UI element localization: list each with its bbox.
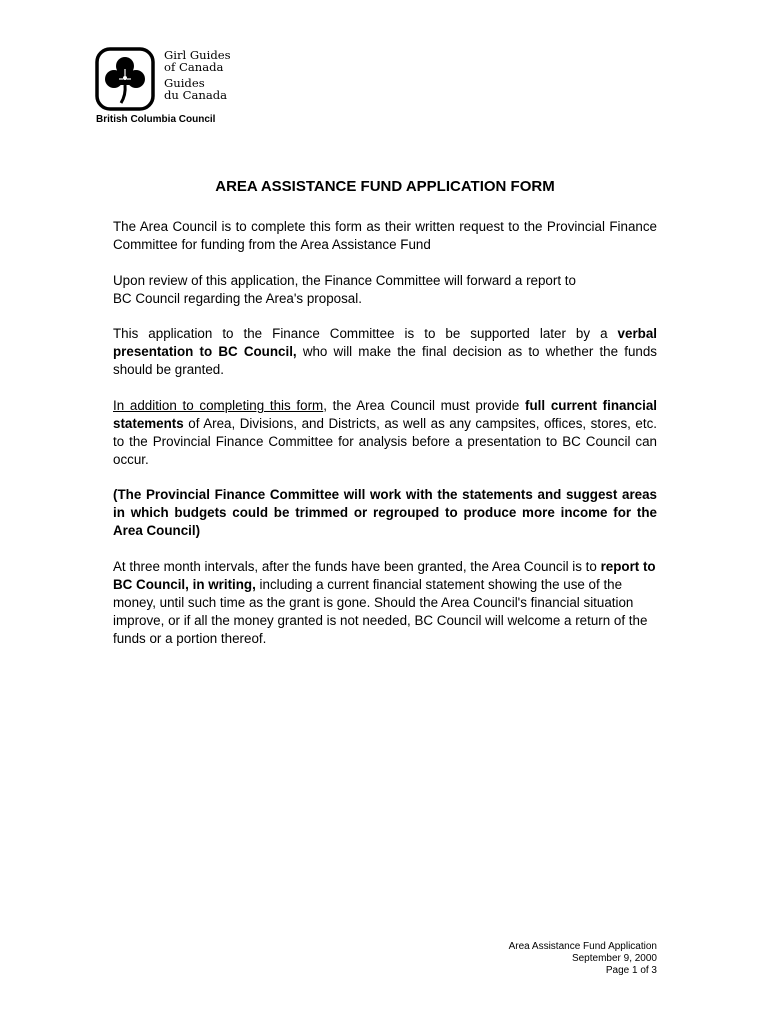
paragraph-reporting	[113, 558, 657, 648]
paragraph-review	[113, 272, 657, 308]
paragraph-statements	[113, 397, 657, 469]
page-title: AREA ASSISTANCE FUND APPLICATION FORM	[215, 178, 555, 195]
paragraph-presentation-bold: verbal presentation to BC Council,	[113, 326, 657, 359]
logo-council-name: British Columbia Council	[96, 114, 216, 125]
paragraph-statements-text-1: , the Area Council must provide	[323, 398, 526, 413]
paragraph-presentation-text-2: who will make the final decision as to whether the funds should be granted.	[113, 344, 657, 377]
logo-wordmark	[164, 49, 231, 101]
organization-logo	[95, 45, 255, 130]
paragraph-presentation-text-1: This application to the Finance Committee is to be supported later by a	[113, 326, 618, 341]
paragraph-review-line-1: Upon review of this application, the Finance Committee will forward a report to	[113, 273, 576, 288]
footer-document-name: Area Assistance Fund Application	[508, 941, 657, 952]
logo-line-4: du Canada	[164, 88, 228, 102]
paragraph-reporting-bold: report to BC Council, in writing,	[113, 559, 656, 592]
trefoil-icon	[95, 47, 155, 111]
paragraph-statements-text-2: of Area, Divisions, and Districts, as well as any campsites, offices, stores, etc. to the Provincial Finance Committee for analysis before a presentation to BC Council can occur.	[113, 416, 657, 467]
paragraph-presentation	[113, 325, 657, 379]
paragraph-committee-note: (The Provincial Finance Committee will work with the statements and suggest areas in which budgets could be trimmed or regrouped to produce more income for the Area Council)	[113, 487, 657, 538]
logo-line-3: Guides	[164, 76, 205, 90]
paragraph-statements-bold: full current financial statements	[113, 398, 657, 431]
paragraph-statements-underline: In addition to completing this form	[113, 398, 324, 413]
footer-page-number: Page 1 of 3	[605, 965, 657, 976]
paragraph-review-line-2: BC Council regarding the Area's proposal.	[113, 291, 362, 306]
logo-line-2: of Canada	[164, 60, 224, 74]
paragraph-intro: The Area Council is to complete this form as their written request to the Provincial Finance Committee for funding from the Area Assistance Fund	[113, 219, 657, 252]
paragraph-reporting-text-2: including a current financial statement showing the use of the money, until such time as the grant is gone. Should the Area Council's financial situation improve, or if all the money granted is not needed, BC Council will welcome a return of the funds or a portion thereof.	[113, 577, 648, 646]
paragraph-reporting-text-1: At three month intervals, after the funds have been granted, the Area Council is to	[113, 559, 601, 574]
page-footer	[509, 941, 657, 977]
footer-date: September 9, 2000	[571, 953, 657, 964]
logo-line-1: Girl Guides	[164, 48, 231, 62]
